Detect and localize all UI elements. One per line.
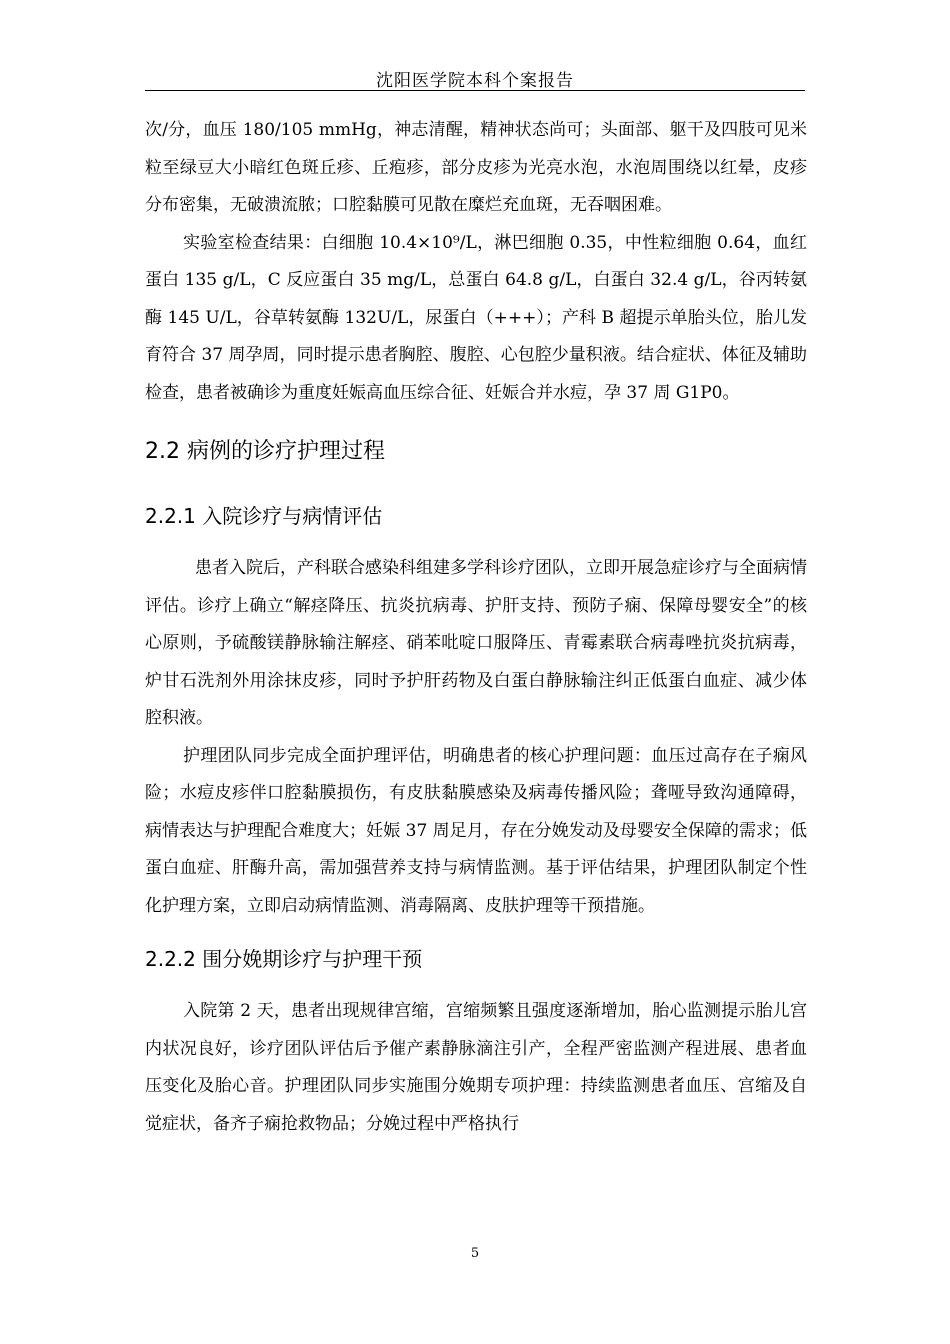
page-number: 5 bbox=[470, 1246, 480, 1261]
header-rule bbox=[145, 90, 805, 91]
section-heading-2-2-2: 2.2.2 围分娩期诊疗与护理干预 bbox=[145, 947, 423, 971]
running-header: 沈阳医学院本科个案报告 bbox=[376, 71, 574, 91]
paragraph-lab-results: 实验室检查结果：白细胞 10.4×10⁹/L，淋巴细胞 0.35，中性粒细胞 0.64，血红蛋白 135 g/L，C 反应蛋白 35 mg/L，总蛋白 64.8 g/L，白蛋白 32.4 g/L，谷丙转氨酶 145 U/L，谷草转氨酶 132U/L，尿蛋白（+++）；产科 B 超提示单胎头位，胎儿发育符合 37 周孕周，同时提示患者胸腔、腹腔、心包腔少量积液。结合症状、体征及辅助检查，患者被确诊为重度妊娠高血压综合征、妊娠合并水痘，孕 37 周 G1P0。 bbox=[145, 232, 807, 403]
paragraph-physical-exam: 次/分，血压 180/105 mmHg，神志清醒，精神状态尚可；头面部、躯干及四肢可见米粒至绿豆大小暗红色斑丘疹、丘疱疹，部分皮疹为光亮水泡，水泡周围绕以红晕，皮疹分布密集，无破溃流脓；口腔黏膜可见散在糜烂充血斑，无吞咽困难。 bbox=[145, 120, 807, 215]
paragraph-delivery-care: 入院第 2 天，患者出现规律宫缩，宫缩频繁且强度逐渐增加，胎心监测提示胎儿宫内状况良好，诊疗团队评估后予催产素静脉滴注引产，全程严密监测产程进展、患者血压变化及胎心音。护理团队同步实施围分娩期专项护理：持续监测患者血压、宫缩及自觉症状，备齐子痫抢救物品；分娩过程中严格执行 bbox=[145, 1001, 807, 1134]
paragraph-nursing-assessment: 护理团队同步完成全面护理评估，明确患者的核心护理问题：血压过高存在子痫风险；水痘皮疹伴口腔黏膜损伤，有皮肤黏膜感染及病毒传播风险；聋哑导致沟通障碍，病情表达与护理配合难度大；妊娠 37 周足月，存在分娩发动及母婴安全保障的需求；低蛋白血症、肝酶升高，需加强营养支持与病情监测。基于评估结果，护理团队制定个性化护理方案，立即启动病情监测、消毒隔离、皮肤护理等干预措施。 bbox=[145, 745, 807, 916]
section-heading-2-2: 2.2 病例的诊疗护理过程 bbox=[145, 439, 385, 464]
page-body bbox=[145, 112, 807, 1143]
section-heading-2-2-1: 2.2.1 入院诊疗与病情评估 bbox=[145, 504, 383, 528]
paragraph-admission-treatment: 患者入院后，产科联合感染科组建多学科诊疗团队，立即开展急症诊疗与全面病情评估。诊疗上确立“解痉降压、抗炎抗病毒、护肝支持、预防子痫、保障母婴安全”的核心原则，予硫酸镁静脉输注解痉、硝苯吡啶口服降压、青霉素联合病毒唑抗炎抗病毒，炉甘石洗剂外用涂抹皮疹，同时予护肝药物及白蛋白静脉输注纠正低蛋白血症、减少体腔积液。 bbox=[145, 558, 807, 728]
